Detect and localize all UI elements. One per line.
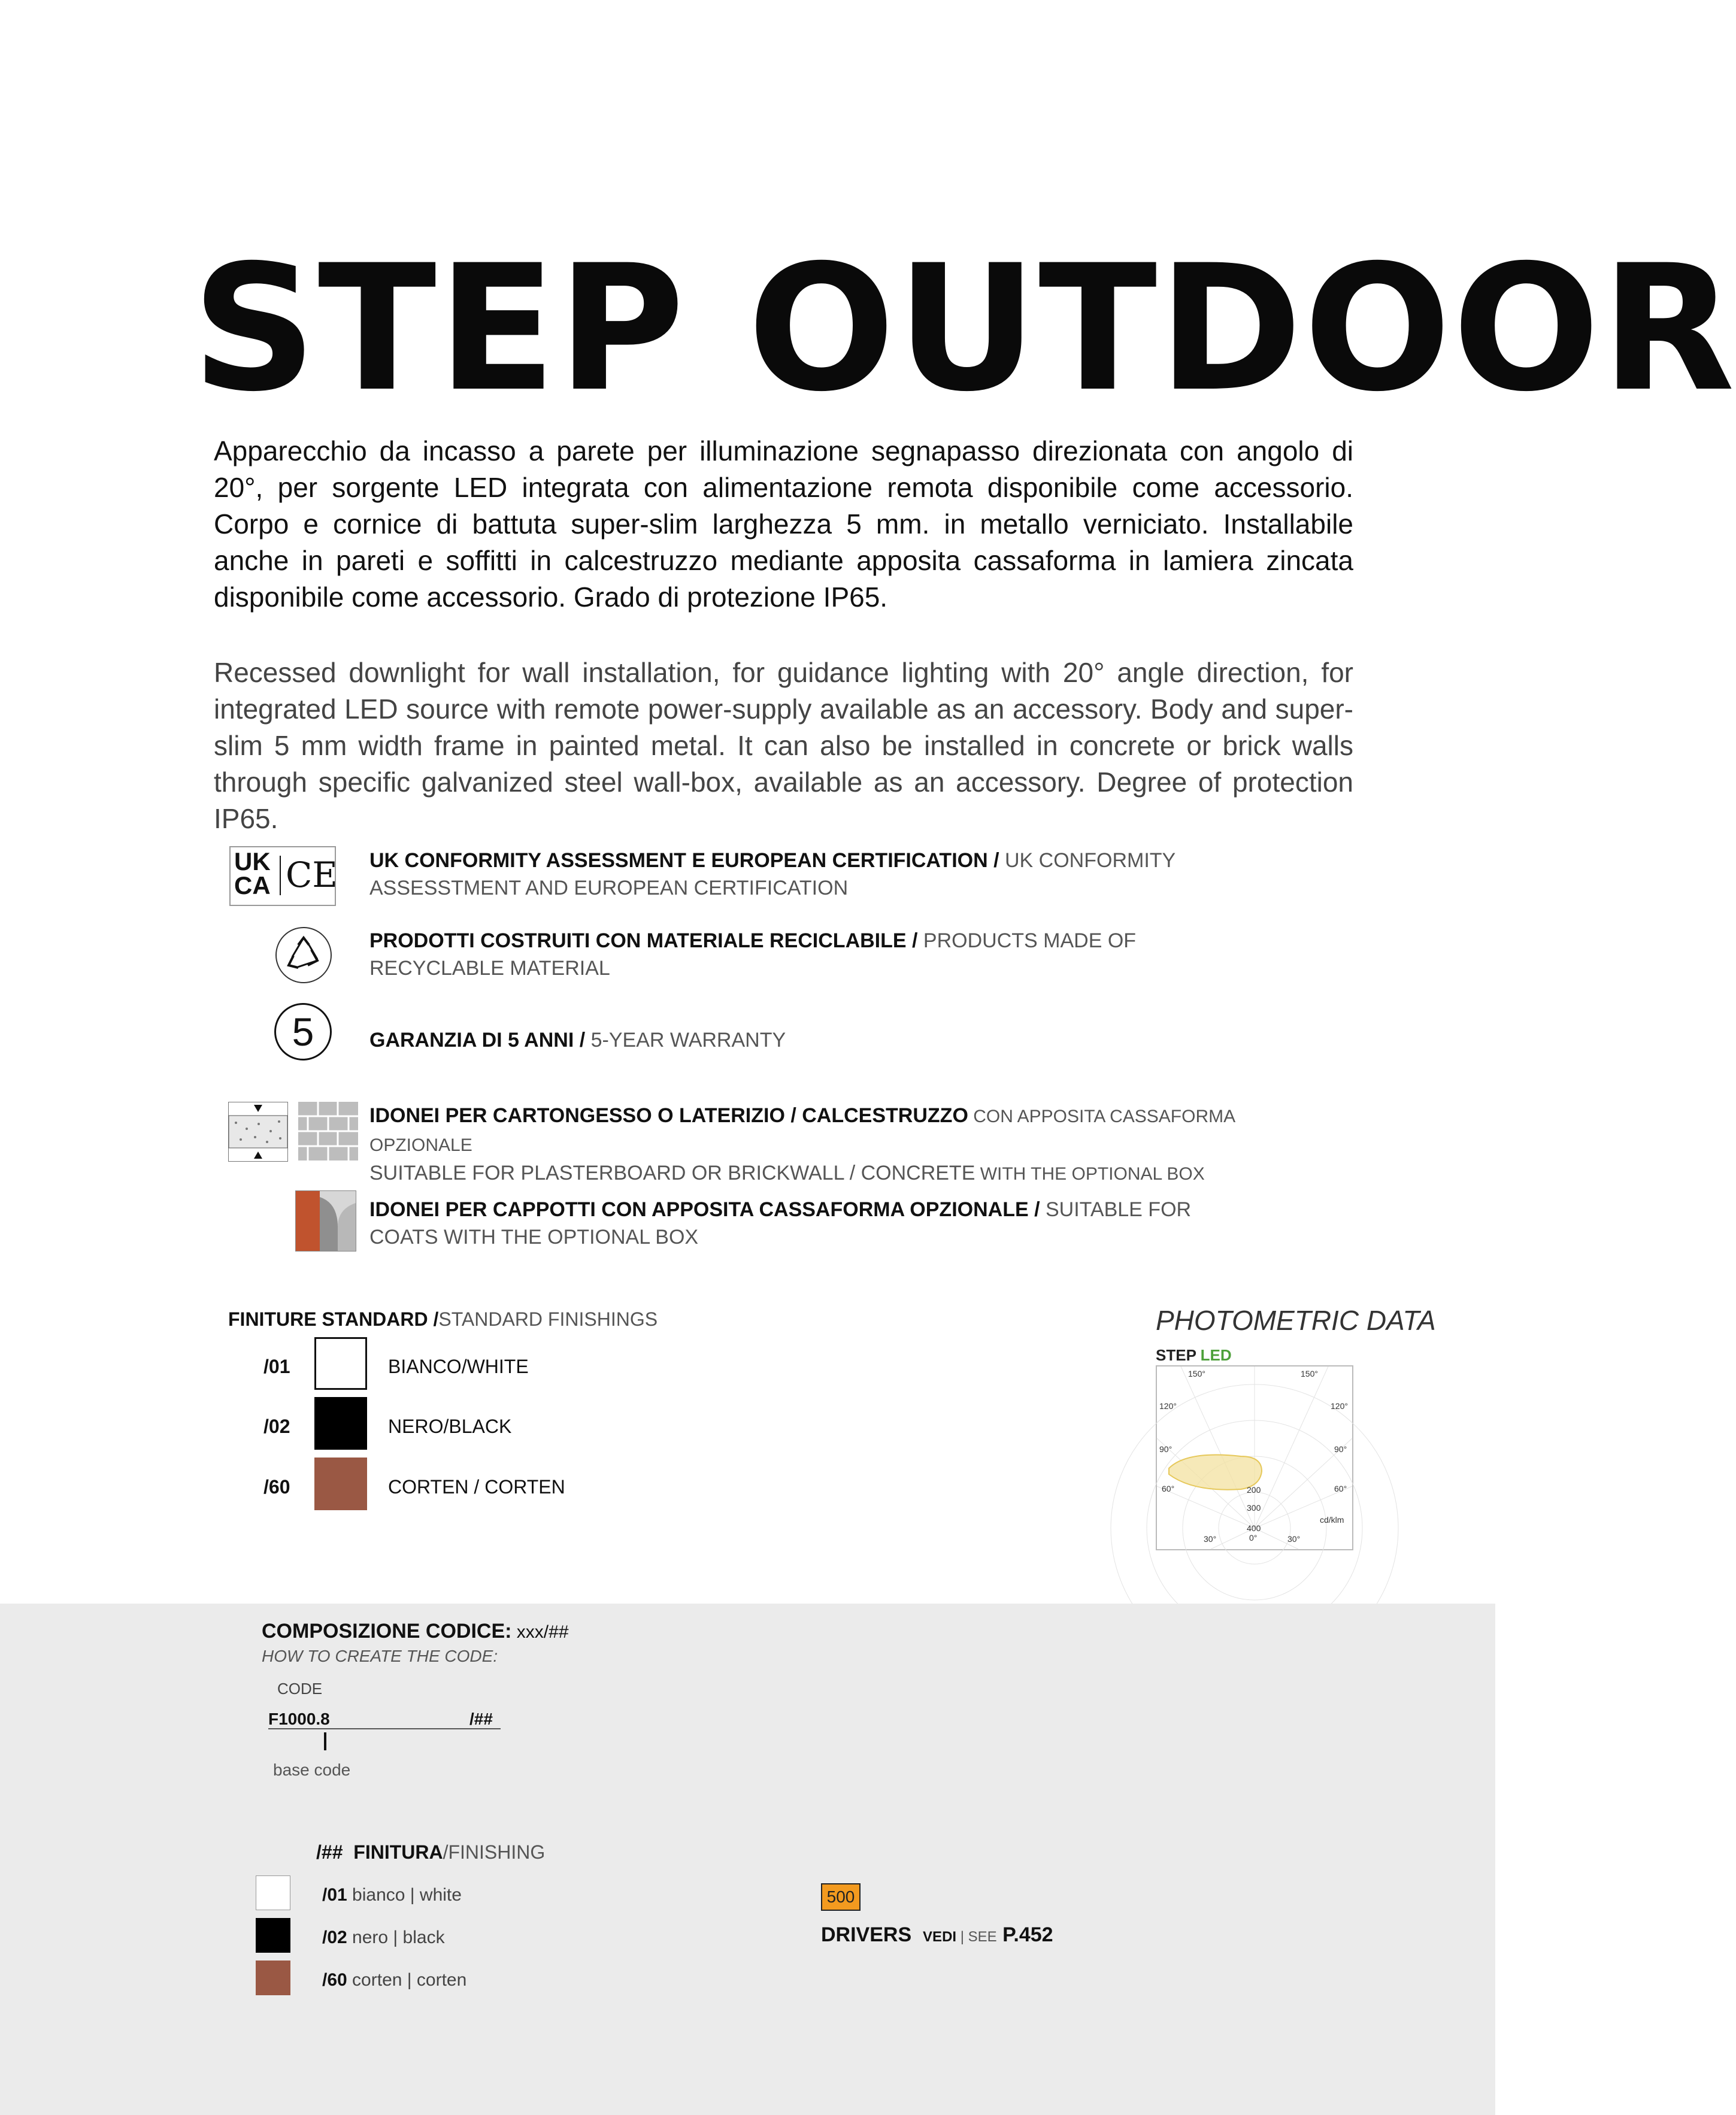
drivers-see: SEE (968, 1929, 997, 1945)
ce-mark: CE (286, 855, 338, 895)
drivers-label: DRIVERS (821, 1923, 912, 1946)
angle-90-right: 90° (1334, 1444, 1347, 1454)
radius-300: 300 (1247, 1503, 1261, 1513)
finishing-heading-code: /## (316, 1841, 343, 1863)
finish-swatch-white (314, 1337, 367, 1390)
finish-label-white: BIANCO/WHITE (388, 1356, 529, 1377)
angle-60-right: 60° (1334, 1484, 1347, 1493)
photometric-product-led: LED (1200, 1346, 1232, 1364)
base-code: F1000.8 (268, 1710, 330, 1728)
drivers-page[interactable]: P.452 (1002, 1923, 1053, 1946)
finishing-label-02: nero | black (347, 1928, 445, 1947)
drivers-reference (821, 1923, 1053, 1947)
coat-insulation-icon (295, 1190, 356, 1252)
finishing-code-01: /01 (322, 1885, 347, 1905)
finishes-heading-bold: FINITURE STANDARD / (228, 1308, 439, 1330)
finish-code-02: /02 (263, 1416, 290, 1437)
cert-suitable-line2: SUITABLE FOR PLASTERBOARD OR BRICKWALL / CONCRETE (369, 1162, 975, 1184)
recycle-icon (274, 926, 333, 984)
radius-400: 400 (1247, 1523, 1261, 1533)
finishing-heading (316, 1841, 545, 1863)
angle-120-right: 120° (1331, 1401, 1348, 1411)
finishes-heading (228, 1308, 658, 1331)
finish-label-black: NERO/BLACK (388, 1416, 512, 1437)
ukca-mark-top: UK (234, 847, 271, 875)
radius-200: 200 (1247, 1485, 1261, 1495)
plasterboard-icon (228, 1102, 288, 1162)
cert-warranty-text (369, 1026, 1328, 1054)
light-distribution-curve (1169, 1455, 1262, 1490)
angle-120-left: 120° (1159, 1401, 1177, 1411)
cert-suitable-line2-small: WITH THE OPTIONAL BOX (975, 1164, 1205, 1184)
code-composition-title-suffix: xxx/## (511, 1622, 569, 1642)
cert-recycle-bold: PRODOTTI COSTRUITI CON MATERIALE RECICLABILE / (369, 929, 918, 952)
ukca-ce-icon (229, 846, 336, 906)
finishing-swatch-black (256, 1918, 290, 1953)
finishing-swatch-white (256, 1875, 290, 1910)
photometric-product-name: STEP (1156, 1346, 1201, 1364)
finish-swatch-black (314, 1397, 367, 1450)
base-code-label: base code (273, 1761, 351, 1779)
finishes-heading-light: STANDARD FINISHINGS (438, 1308, 658, 1330)
brickwall-icon (298, 1102, 358, 1160)
ukca-mark-bottom: CA (234, 871, 271, 899)
polar-diagram (1156, 1365, 1353, 1550)
angle-30-left: 30° (1204, 1534, 1217, 1544)
finishing-label-60: corten | corten (347, 1970, 467, 1990)
drivers-badge: 500 (821, 1883, 861, 1911)
cert-ukca-light: UK CONFORMITY ASSESSTMENT AND EUROPEAN CERTIFICATION (369, 849, 1175, 899)
finishing-code-02: /02 (322, 1928, 347, 1947)
code-composition-section (0, 1604, 1495, 2115)
cert-warranty-light: 5-YEAR WARRANTY (585, 1029, 786, 1052)
angle-150-left: 150° (1188, 1369, 1205, 1378)
drivers-separator: | (956, 1929, 968, 1945)
finishing-label-01: bianco | white (347, 1885, 462, 1905)
finishing-heading-bold: FINITURA (353, 1841, 443, 1863)
finish-code-01: /01 (263, 1356, 290, 1377)
cert-recycle-text (369, 927, 1256, 982)
finish-label-corten: CORTEN / CORTEN (388, 1476, 565, 1498)
cert-coats-light: SUITABLE FOR COATS WITH THE OPTIONAL BOX (369, 1198, 1192, 1249)
finishing-code-60: /60 (322, 1970, 347, 1990)
drivers-vedi: VEDI (923, 1929, 957, 1945)
finishing-swatch-corten (256, 1961, 290, 1995)
angle-30-right: 30° (1287, 1534, 1301, 1544)
description-italian: Apparecchio da incasso a parete per illuminazione segnapasso direzionata con angolo di 20°, per sorgente LED integrata con alimentazione remota disponibile come accessorio. Corpo e cornice di battuta super-slim larghezza 5 mm. in metallo verniciato. Installabile anche in pareti e soffitti in calcestruzzo mediante apposita cassaforma in lamiera zincata disponibile come accessorio. Grado di protezione IP65. (214, 435, 1353, 613)
finishing-option-01 (322, 1885, 462, 1905)
warranty-5-icon (274, 1003, 332, 1060)
cert-suitable-light: CON APPOSITA CASSAFORMA OPZIONALE (369, 1107, 1235, 1155)
code-composition-subtitle: HOW TO CREATE THE CODE: (262, 1647, 498, 1665)
angle-0: 0° (1249, 1533, 1258, 1543)
finishing-option-02 (322, 1928, 445, 1948)
photometric-product (1156, 1346, 1232, 1365)
code-underline (268, 1728, 501, 1729)
cert-warranty-bold: GARANZIA DI 5 ANNI / (369, 1029, 586, 1052)
code-composition-title (262, 1620, 569, 1643)
cert-ukca-bold: UK CONFORMITY ASSESSMENT E EUROPEAN CERTIFICATION / (369, 849, 999, 872)
photometric-title: PHOTOMETRIC DATA (1156, 1305, 1436, 1336)
code-label: CODE (277, 1680, 323, 1698)
cert-coats-bold: IDONEI PER CAPPOTTI CON APPOSITA CASSAFORMA OPZIONALE / (369, 1198, 1040, 1221)
description-english: Recessed downlight for wall installation, for guidance lighting with 20° angle direction, for integrated LED source with remote power-supply available as an accessory. Body and super-slim 5 mm width frame in painted metal. It can also be installed in concrete or brick walls through specific galvanized steel wall-box, available as an accessory. Degree of protection IP65. (214, 657, 1353, 834)
finish-code-60: /60 (263, 1476, 290, 1498)
code-pointer (324, 1732, 326, 1750)
angle-60-left: 60° (1162, 1484, 1175, 1493)
cert-recycle-light: PRODUCTS MADE OF RECYCLABLE MATERIAL (369, 929, 1137, 980)
cert-ukca-text (369, 847, 1328, 902)
intensity-unit: cd/klm (1320, 1515, 1344, 1525)
code-composition-title-bold: COMPOSIZIONE CODICE: (262, 1620, 512, 1643)
warranty-number: 5 (292, 1010, 314, 1054)
angle-150-right: 150° (1301, 1369, 1318, 1378)
code-suffix: /## (469, 1710, 493, 1728)
page-title: STEP OUTDOOR (192, 228, 1736, 430)
finishing-heading-light: /FINISHING (443, 1841, 546, 1863)
finishing-option-60 (322, 1970, 466, 1990)
angle-90-left: 90° (1159, 1444, 1173, 1454)
finish-swatch-corten (314, 1458, 367, 1510)
cert-suitable-text (369, 1102, 1328, 1188)
cert-coats-text (369, 1196, 1196, 1251)
cert-suitable-bold: IDONEI PER CARTONGESSO O LATERIZIO / CALCESTRUZZO (369, 1104, 968, 1127)
